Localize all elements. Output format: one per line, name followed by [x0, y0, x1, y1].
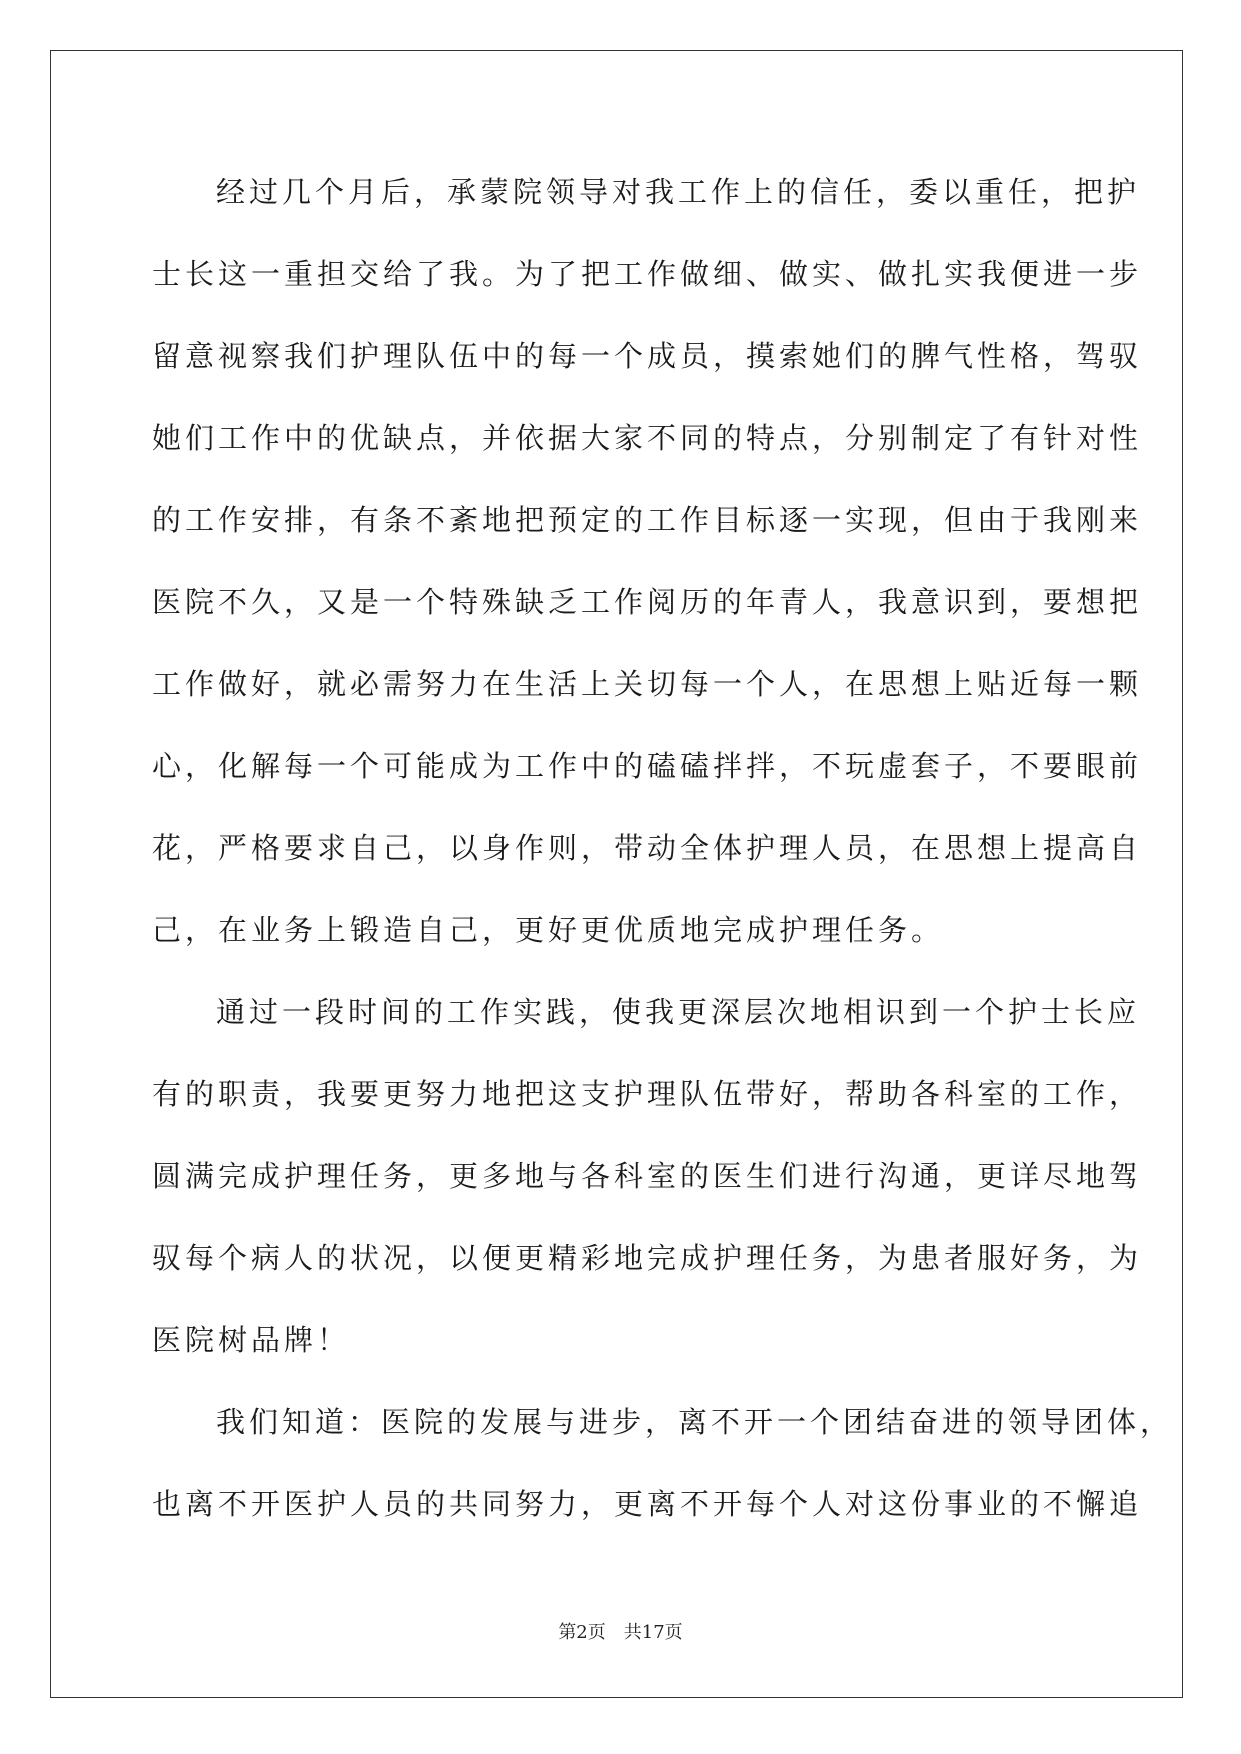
paragraph-1-line: 花，严格要求自己，以身作则，带动全体护理人员，在思想上提高自: [152, 831, 1143, 865]
paragraph-1-line: 医院不久，又是一个特殊缺乏工作阅历的年青人，我意识到，要想把: [152, 585, 1143, 619]
paragraph-2-line: 通过一段时间的工作实践，使我更深层次地相识到一个护士长应: [216, 995, 1141, 1029]
paragraph-2-line: 有的职责，我要更努力地把这支护理队伍带好，帮助各科室的工作，: [152, 1077, 1143, 1111]
paragraph-1-line: 经过几个月后，承蒙院领导对我工作上的信任，委以重任，把护: [216, 175, 1141, 209]
paragraph-3-line: 我们知道：医院的发展与进步，离不开一个团结奋进的领导团体，: [216, 1405, 1174, 1439]
paragraph-1-line: 她们工作中的优缺点，并依据大家不同的特点，分别制定了有针对性: [152, 421, 1143, 455]
page-number-footer: 第2页 共17页: [558, 1622, 683, 1643]
paragraph-2-line: 圆满完成护理任务，更多地与各科室的医生们进行沟通，更详尽地驾: [152, 1159, 1143, 1193]
paragraph-1-line: 留意视察我们护理队伍中的每一个成员，摸索她们的脾气性格，驾驭: [152, 339, 1143, 373]
paragraph-2-line: 驭每个病人的状况，以便更精彩地完成护理任务，为患者服好务，为: [152, 1241, 1143, 1275]
paragraph-2-line: 医院树品牌！: [152, 1323, 351, 1357]
paragraph-1-line: 己，在业务上锻造自己，更好更优质地完成护理任务。: [152, 913, 945, 947]
paragraph-1-line: 的工作安排，有条不紊地把预定的工作目标逐一实现，但由于我刚来: [152, 503, 1143, 537]
paragraph-1-line: 心，化解每一个可能成为工作中的磕磕拌拌，不玩虚套子，不要眼前: [152, 749, 1143, 783]
paragraph-3-line: 也离不开医护人员的共同努力，更离不开每个人对这份事业的不懈追: [152, 1487, 1143, 1521]
paragraph-1-line: 工作做好，就必需努力在生活上关切每一个人，在思想上贴近每一颗: [152, 667, 1143, 701]
document-body: [152, 162, 1174, 1556]
paragraph-1-line: 士长这一重担交给了我。为了把工作做细、做实、做扎实我便进一步: [152, 257, 1143, 291]
